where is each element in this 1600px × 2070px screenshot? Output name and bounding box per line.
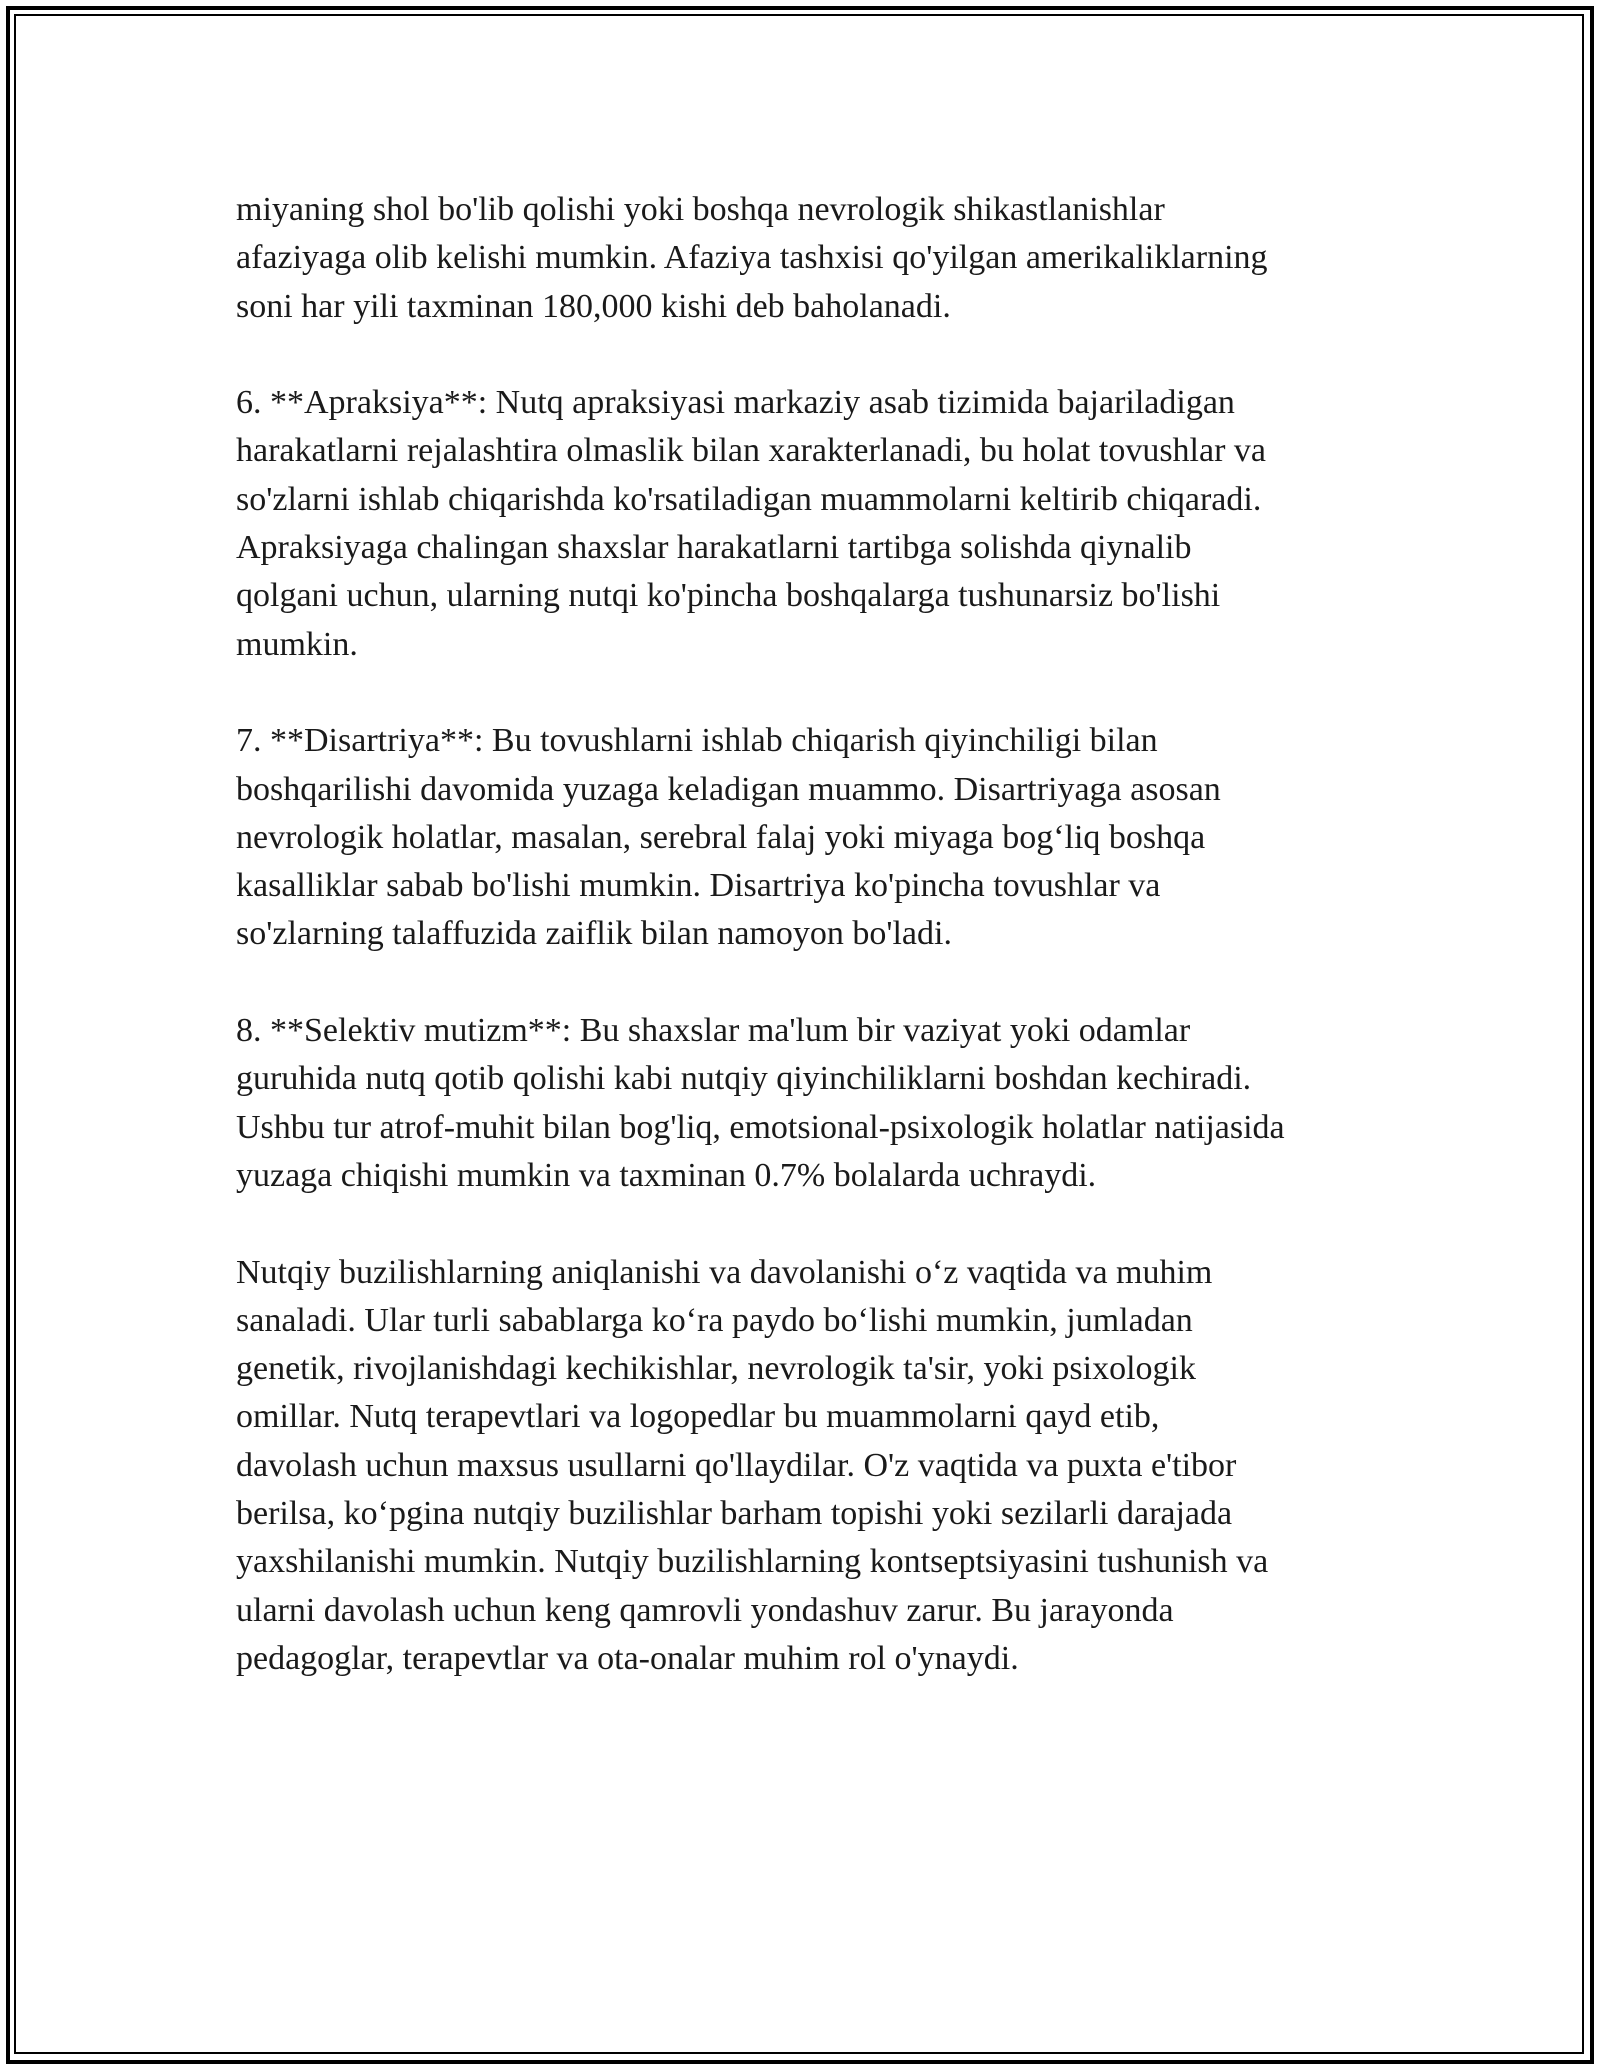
paragraph-afaziya-continued xyxy=(236,186,1376,331)
text-line: genetik, rivojlanishdagi kechikishlar, nevrologik ta'sir, yoki psixologik xyxy=(236,1350,1196,1388)
text-line: 6. **Apraksiya**: Nutq apraksiyasi markaziy asab tizimida bajariladigan xyxy=(236,384,1235,422)
text-line: berilsa, ko‘pgina nutqiy buzilishlar barham topishi yoki sezilarli darajada xyxy=(236,1495,1233,1533)
text-line: sanaladi. Ular turli sabablarga ko‘ra paydo bo‘lishi mumkin, jumladan xyxy=(236,1301,1193,1339)
text-line: boshqarilishi davomida yuzaga keladigan muammo. Disartriyaga asosan xyxy=(236,770,1221,808)
text-line: yuzaga chiqishi mumkin va taxminan 0.7% bolalarda uchraydi. xyxy=(236,1156,1097,1194)
text-line: ularni davolash uchun keng qamrovli yondashuv zarur. Bu jarayonda xyxy=(236,1591,1174,1629)
document-body xyxy=(236,186,1376,1732)
paragraph-conclusion xyxy=(236,1249,1376,1684)
text-line: omillar. Nutq terapevtlari va logopedlar bu muammolarni qayd etib, xyxy=(236,1398,1160,1436)
text-line: davolash uchun maxsus usullarni qo'llaydilar. O'z vaqtida va puxta e'tibor xyxy=(236,1446,1237,1484)
text-line: pedagoglar, terapevtlar va ota-onalar muhim rol o'ynaydi. xyxy=(236,1639,1019,1677)
text-line: kasalliklar sabab bo'lishi mumkin. Disartriya ko'pincha tovushlar va xyxy=(236,867,1161,905)
paragraph-disartriya xyxy=(236,717,1376,958)
text-line: Apraksiyaga chalingan shaxslar harakatlarni tartibga solishda qiynalib xyxy=(236,529,1192,567)
text-line: guruhida nutq qotib qolishi kabi nutqiy qiyinchiliklarni boshdan kechiradi. xyxy=(236,1060,1252,1098)
text-line: soni har yili taxminan 180,000 kishi deb baholanadi. xyxy=(236,287,951,325)
text-line: afaziyaga olib kelishi mumkin. Afaziya tashxisi qo'yilgan amerikaliklarning xyxy=(236,239,1268,277)
text-line: mumkin. xyxy=(236,625,358,663)
text-line: qolgani uchun, ularning nutqi ko'pincha boshqalarga tushunarsiz bo'lishi xyxy=(236,577,1221,615)
text-line: harakatlarni rejalashtira olmaslik bilan xarakterlanadi, bu holat tovushlar va xyxy=(236,432,1267,470)
text-line: nevrologik holatlar, masalan, serebral falaj yoki miyaga bog‘liq boshqa xyxy=(236,818,1206,856)
text-line: so'zlarni ishlab chiqarishda ko'rsatiladigan muammolarni keltirib chiqaradi. xyxy=(236,480,1262,518)
text-line: yaxshilanishi mumkin. Nutqiy buzilishlarning kontseptsiyasini tushunish va xyxy=(236,1543,1269,1581)
text-line: 7. **Disartriya**: Bu tovushlarni ishlab chiqarish qiyinchiligi bilan xyxy=(236,722,1158,760)
text-line: so'zlarning talaffuzida zaiflik bilan namoyon bo'ladi. xyxy=(236,915,952,953)
text-line: Nutqiy buzilishlarning aniqlanishi va davolanishi o‘z vaqtida va muhim xyxy=(236,1253,1213,1291)
paragraph-selektiv-mutizm xyxy=(236,1007,1376,1200)
text-line: 8. **Selektiv mutizm**: Bu shaxslar ma'lum bir vaziyat yoki odamlar xyxy=(236,1012,1191,1050)
text-line: Ushbu tur atrof-muhit bilan bog'liq, emotsional-psixologik holatlar natijasida xyxy=(236,1108,1285,1146)
text-line: miyaning shol bo'lib qolishi yoki boshqa nevrologik shikastlanishlar xyxy=(236,191,1165,228)
paragraph-apraksiya xyxy=(236,379,1376,669)
